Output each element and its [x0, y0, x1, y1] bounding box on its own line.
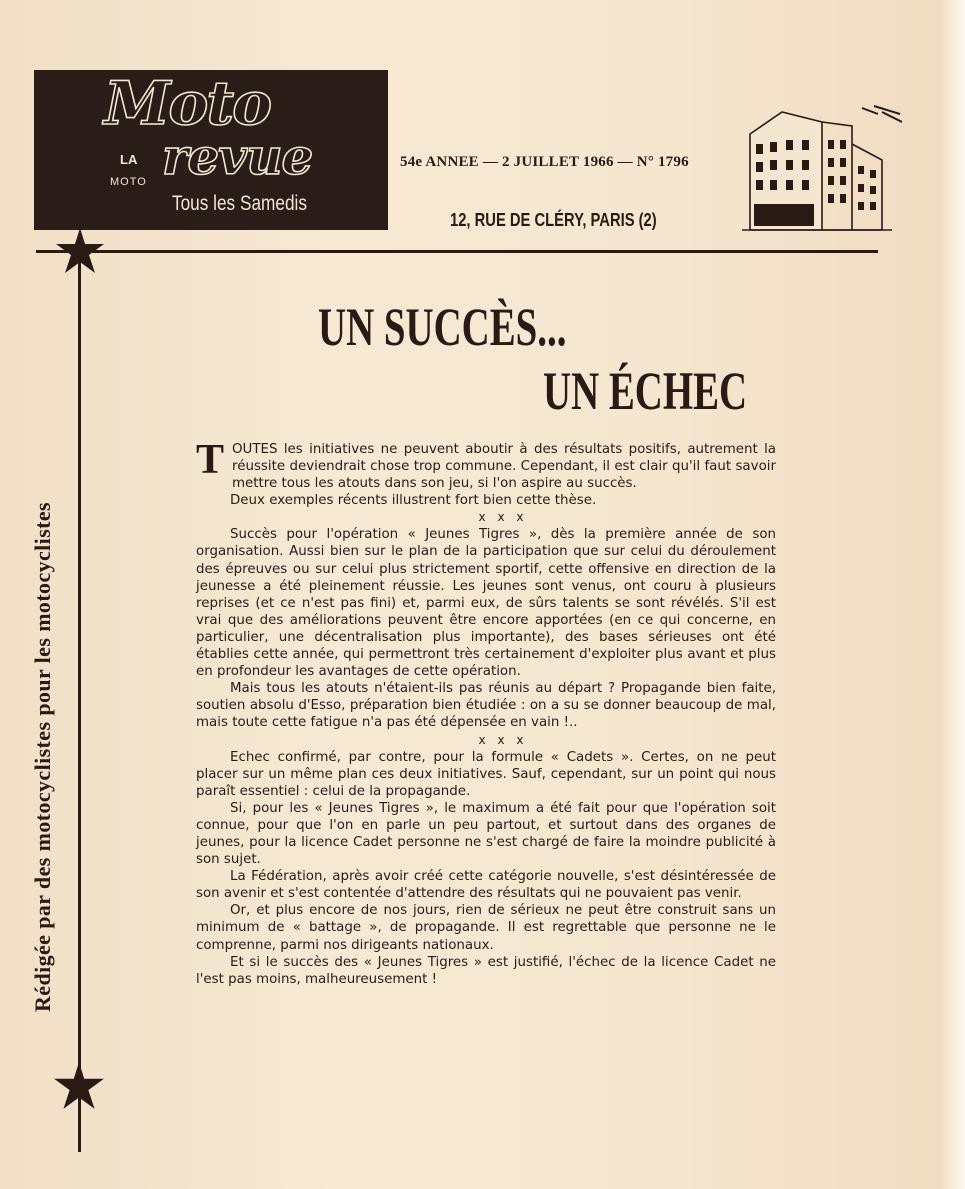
paragraph-4: Mais tous les atouts n'étaient-ils pas réunis au départ ? Propagande bien faite, soutien absolu d'Esso, préparation bien étudiée : on a su se donner beaucoup de mal, mais toute cette fatigue n'a pas été dépensée en vain !.. — [196, 681, 776, 731]
paragraph-2: Deux exemples récents illustrent fort bien cette thèse. — [230, 493, 597, 509]
sidebar-motto: Rédigée par des motocyclistes pour les motocyclistes — [30, 501, 55, 1012]
paragraph-6: Si, pour les « Jeunes Tigres », le maximum a été fait pour que l'opération soit connue, pour que l'on en parle un peu partout, et surtout dans des organes de jeunes, pour la licence Cadet personne ne s'est chargé de faire la moindre publicité à son sujet. — [196, 800, 776, 868]
paragraph-3: Succès pour l'opération « Jeunes Tigres », dès la première année de son organisation. Aussi bien sur le plan de la participation que sur celui du déroulement des épreuves ou sur celui plus strictement sportif, cette offensive en direction de la jeunesse a été pleinement réussie. Les jeunes sont venus, ont couru à plusieurs reprises (et ce n'est pas fini) et, parmi eux, de sûrs talents se sont révélés. S'il est vrai que des améliorations peuvent être encore apportées (en ce qui concerne, en particulier, une décentralisation plus importante), des bases sérieuses ont été établies cette année, qui permettront très certainement d'exploiter plus avant et plus en profondeur les avantages de cette opération. — [196, 527, 776, 680]
page-edge — [943, 0, 965, 1189]
section-separator: x x x — [478, 732, 528, 747]
section-separator: x x x — [478, 510, 528, 525]
publisher-address: 12, RUE DE CLÉRY, PARIS (2) — [450, 210, 657, 230]
logo-la: LA — [120, 152, 138, 167]
header-rule — [36, 250, 878, 253]
building-illustration — [742, 104, 902, 234]
star-ornament-top — [54, 226, 106, 276]
drop-cap: T — [196, 437, 225, 483]
logo-moto-small: MOTO — [110, 176, 147, 188]
paragraph-9: Et si le succès des « Jeunes Tigres » est justifié, l'échec de la licence Cadet ne l'est pas moins, malheureusement ! — [196, 954, 776, 987]
logo-moto: Moto — [104, 69, 271, 139]
issue-line: 54e ANNEE — 2 JUILLET 1966 — N° 1796 — [400, 154, 689, 170]
logo-revue: revue — [162, 127, 313, 186]
paragraph-1 — [196, 437, 776, 492]
masthead-tagline: Tous les Samedis — [172, 192, 307, 215]
margin-rule — [78, 252, 81, 1152]
headline-line-1: UN SUCCÈS... — [318, 297, 567, 357]
headline-line-2: UN ÉCHEC — [543, 361, 748, 421]
article-body — [196, 437, 776, 988]
paragraph-7: La Fédération, après avoir créé cette catégorie nouvelle, s'est désintéressée de son avenir et s'est contentée d'attendre des résultats qui ne pouvaient pas venir. — [196, 869, 776, 902]
paragraph-8: Or, et plus encore de nos jours, rien de sérieux ne peut être construit sans un minimum de « battage », de propagande. Il est regrettable que personne ne le comprenne, parmi nos dirigeants nationaux. — [196, 903, 776, 953]
paragraph-5: Echec confirmé, par contre, pour la formule « Cadets ». Certes, on ne peut placer sur un même plan ces deux initiatives. Sauf, cependant, sur un point qui nous paraît essentiel : celui de la propagande. — [196, 749, 776, 799]
masthead-logo-block — [34, 70, 388, 230]
paragraph-1-text: OUTES les initiatives ne peuvent aboutir à des résultats positifs, autrement la réussite deviendrait chose trop commune. Cependant, il est clair qu'il faut savoir mettre tous les atouts dans son jeu, si l'on aspire au succès. — [232, 442, 776, 492]
star-ornament-bottom — [52, 1060, 106, 1112]
